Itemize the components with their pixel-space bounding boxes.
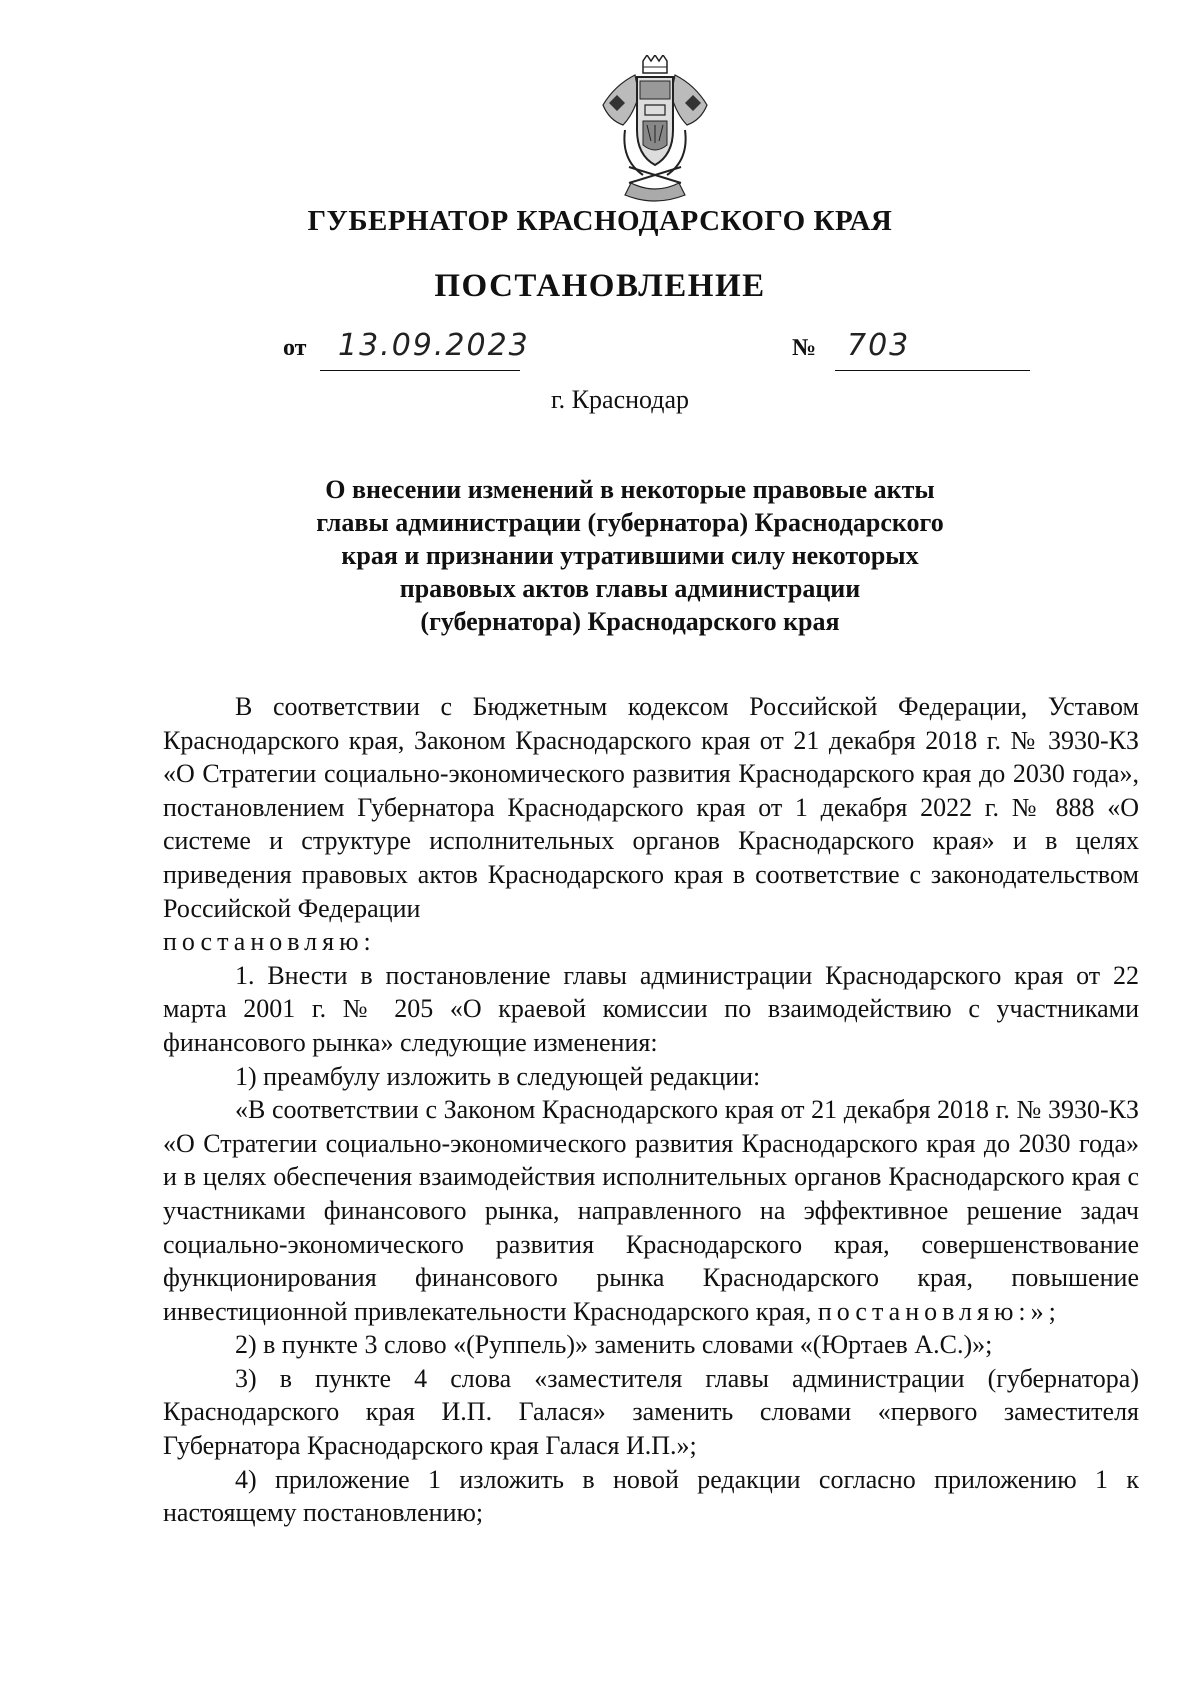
- subitem-4: 4) приложение 1 изложить в новой редакции согласно приложению 1 к настоящему постановлению;: [163, 1464, 1139, 1528]
- title-line: главы администрации (губернатора) Краснодарского: [316, 508, 944, 537]
- item-1: 1. Внести в постановление главы администрации Краснодарского края от 22 марта 2001 г. № 205 «О краевой комиссии по взаимодействию с участниками финансового рынка» следующие изменения:: [163, 960, 1139, 1057]
- decree-word: постановляю:: [163, 927, 376, 957]
- coat-of-arms-icon: [595, 55, 715, 205]
- handwritten-date: 13.09.2023: [338, 328, 530, 363]
- date-field: [320, 328, 530, 371]
- title-line: края и признании утратившими силу некоторых: [341, 541, 919, 570]
- subitem-2: 2) в пункте 3 слово «(Руппель)» заменить словами «(Юртаев А.С.)»;: [235, 1330, 993, 1360]
- quoted-preamble: «В соответствии с Законом Краснодарского края от 21 декабря 2018 г. № 3930-КЗ «О Стратегии социально-экономического развития Краснодарского края до 2030 года» и в целях обеспечения взаимодействия исполнительных органов Краснодарского края с участниками финансового рынка, направленного на эффективное решение задач социально-экономического развития Краснодарского края, совершенствование функционирования финансового рынка Краснодарского края, повышение инвестиционной привлекательности Краснодарского края, постановляю:»;: [163, 1095, 1139, 1326]
- title-line: О внесении изменений в некоторые правовые акты: [325, 475, 935, 504]
- handwritten-number: 703: [847, 328, 911, 363]
- subitem-3: 3) в пункте 4 слова «заместителя главы администрации (губернатора) Краснодарского края И.П. Галася» заменить словами «первого заместителя Губернатора Краснодарского края Галася И.П.»;: [163, 1363, 1139, 1461]
- issuing-authority: ГУБЕРНАТОР КРАСНОДАРСКОГО КРАЯ: [307, 205, 893, 237]
- document-body: [163, 690, 1139, 1530]
- document-type: ПОСТАНОВЛЕНИЕ: [434, 268, 766, 304]
- document-title: [250, 473, 1010, 638]
- number-label: №: [792, 335, 817, 361]
- date-label: от: [283, 335, 307, 361]
- preamble-paragraph: В соответствии с Бюджетным кодексом Российской Федерации, Уставом Краснодарского края, Законом Краснодарского края от 21 декабря 2018 г. № 3930-КЗ «О Стратегии социально-экономического развития Краснодарского края до 2030 года», постановлением Губернатора Краснодарского края от 1 декабря 2022 г. № 888 «О системе и структуре исполнительных органов Краснодарского края» и в целях приведения правовых актов Краснодарского края в соответствие с законодательством Российской Федерации: [163, 692, 1139, 923]
- title-line: (губернатора) Краснодарского края: [420, 607, 840, 636]
- number-field: [835, 328, 1030, 371]
- subitem-1: 1) преамбулу изложить в следующей редакции:: [235, 1061, 761, 1091]
- title-line: правовых актов главы администрации: [399, 574, 861, 603]
- city: г. Краснодар: [550, 385, 690, 414]
